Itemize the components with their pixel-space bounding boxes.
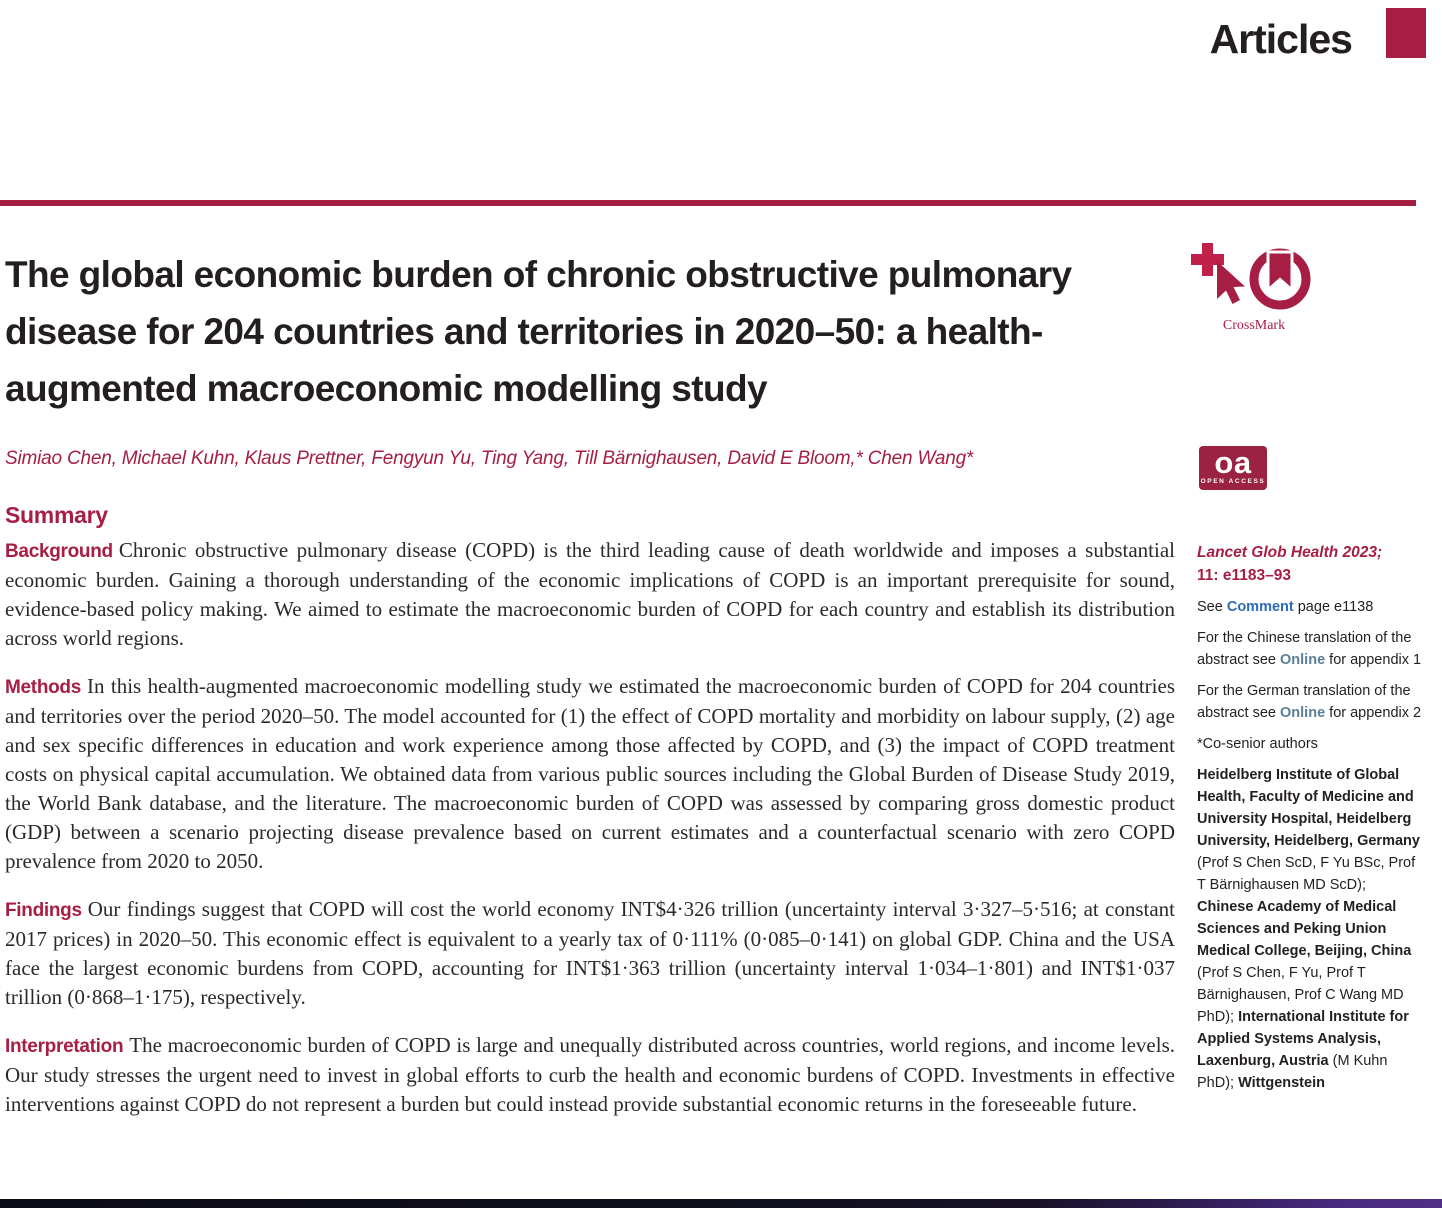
findings-paragraph [5, 895, 1175, 1012]
comment-link[interactable]: Comment [1226, 599, 1294, 615]
header-red-square [1386, 8, 1426, 58]
chinese-online-link[interactable]: Online [1280, 652, 1326, 668]
crossmark-icon [1188, 243, 1320, 311]
journal-citation-pages: 11: e1183–93 [1197, 567, 1291, 584]
german-online-link[interactable]: Online [1280, 705, 1326, 721]
co-senior-authors-note: *Co-senior authors [1197, 736, 1318, 752]
findings-text: Our findings suggest that COPD will cost the world economy INT$4·326 trillion (uncertainty interval 3·327–5·516; at constant 2017 prices) in 2020–50. This economic effect is equivalent to a yearly tax of 0·111% (0·085–0·141) on global GDP. China and the USA face the largest economic burdens from COPD, accounting for INT$1·363 trillion (uncertainty interval 1·034–1·801) and INT$1·037 trillion (0·868–1·175), respectively. [5, 897, 1175, 1009]
journal-citation [1197, 541, 1423, 587]
interpretation-label: Interpretation [5, 1036, 124, 1057]
comment-note-prefix: See [1197, 599, 1227, 615]
crossmark-badge[interactable] [1188, 243, 1320, 331]
summary-section [5, 502, 1175, 1138]
german-note-suffix: for appendix 2 [1325, 705, 1422, 721]
margin-notes-sidebar [1197, 541, 1423, 1103]
article-title-line-3: augmented macroeconomic modelling study [5, 368, 767, 409]
affiliation-segment: (Prof S Chen, F Yu, Prof T Bärnighausen, Prof C Wang MD PhD); [1197, 965, 1404, 1025]
affiliation-segment: (M Kuhn PhD); [1197, 1053, 1388, 1091]
affiliation-segment: Heidelberg Institute of Global Health, Faculty of Medicine and University Hospital, Heidelberg University, Heidelberg, Germany [1197, 767, 1420, 849]
methods-label: Methods [5, 677, 82, 698]
page-header-articles: Articles [1209, 16, 1352, 62]
affiliation-segment: Chinese Academy of Medical Sciences and Peking Union Medical College, Beijing, China [1197, 899, 1412, 959]
header-divider-rule [0, 200, 1416, 206]
article-title-line-2: disease for 204 countries and territories in 2020–50: a health- [5, 311, 1043, 352]
background-text: Chronic obstructive pulmonary disease (COPD) is the third leading cause of death worldwide and imposes a substantial economic burden. Gaining a thorough understanding of the economic implications of COPD is an important prerequisite for sound, evidence-based policy making. We aimed to estimate the macroeconomic burden of COPD for each country and establish its distribution across world regions. [5, 538, 1175, 650]
methods-paragraph [5, 672, 1175, 876]
summary-heading: Summary [5, 502, 108, 528]
window-bottom-edge [0, 1199, 1442, 1208]
affiliation-segment: Wittgenstein [1238, 1075, 1325, 1091]
affiliations [1197, 764, 1423, 1094]
affiliation-segment: International Institute for Applied Systems Analysis, Laxenburg, Austria [1197, 1009, 1409, 1069]
affiliation-segment: (Prof S Chen ScD, F Yu BSc, Prof T Bärnighausen MD ScD); [1197, 855, 1416, 893]
chinese-note-prefix: For the Chinese translation of the abstract see [1197, 630, 1412, 668]
chinese-translation-note [1197, 627, 1423, 671]
author-list: Simiao Chen, Michael Kuhn, Klaus Prettner, Fengyun Yu, Ting Yang, Till Bärnighausen, David E Bloom,* Chen Wang* [5, 448, 974, 469]
methods-text: In this health-augmented macroeconomic modelling study we estimated the macroeconomic burden of COPD for 204 countries and territories over the period 2020–50. The model accounted for (1) the effect of COPD mortality and morbidity on labour supply, (2) age and sex specific differences in education and work experience among those affected by COPD, and (3) the impact of COPD treatment costs on physical capital accumulation. We obtained data from various public sources including the Global Burden of Disease Study 2019, the World Bank database, and the literature. The macroeconomic burden of COPD was assessed by comparing gross domestic product (GDP) between a scenario projecting disease prevalence based on current estimates and a counterfactual scenario with zero COPD prevalence from 2020 to 2050. [5, 674, 1175, 873]
comment-note [1197, 596, 1423, 618]
german-note-prefix: For the German translation of the abstract see [1197, 683, 1411, 721]
interpretation-paragraph [5, 1031, 1175, 1119]
crossmark-label: CrossMark [1222, 318, 1286, 333]
journal-citation-name: Lancet Glob Health 2023; [1197, 544, 1383, 561]
article-title-line-1: The global economic burden of chronic obstructive pulmonary [5, 254, 1072, 295]
interpretation-text: The macroeconomic burden of COPD is large and unequally distributed across countries, world regions, and income levels. Our study stresses the urgent need to invest in global efforts to curb the health and economic burdens of COPD. Investments in effective interventions against COPD do not represent a burden but could instead provide substantial economic returns in the foreseeable future. [5, 1033, 1175, 1116]
open-access-abbr: oa [1214, 444, 1252, 480]
background-label: Background [5, 541, 113, 562]
article-title [5, 246, 1072, 417]
german-translation-note [1197, 680, 1423, 724]
chinese-note-suffix: for appendix 1 [1325, 652, 1422, 668]
comment-note-suffix: page e1138 [1293, 599, 1374, 615]
background-paragraph [5, 536, 1175, 653]
open-access-label: OPEN ACCESS [1200, 478, 1266, 486]
findings-label: Findings [5, 900, 82, 921]
open-access-badge[interactable] [1199, 446, 1267, 490]
